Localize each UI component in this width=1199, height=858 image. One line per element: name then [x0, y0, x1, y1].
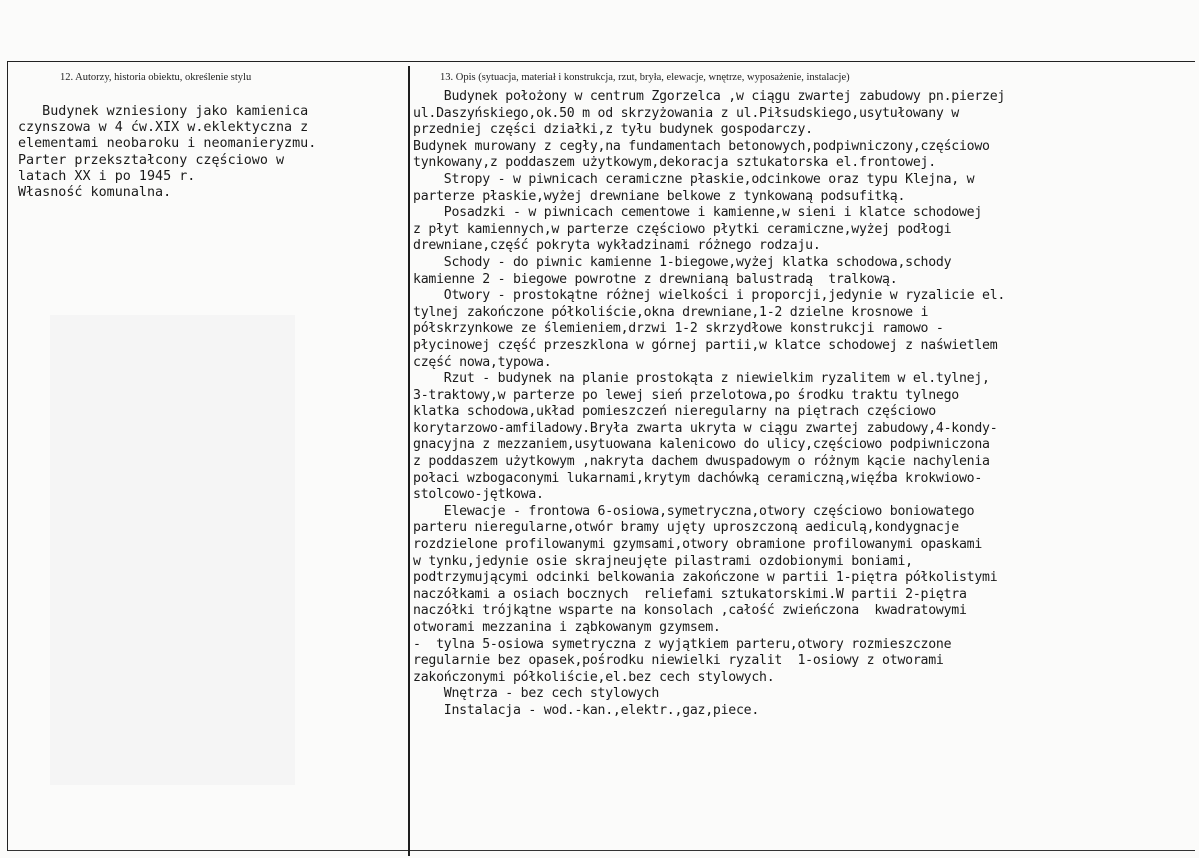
text-line: - tylna 5-osiowa symetryczna z wyjątkiem parteru,otwory rozmieszczone — [413, 636, 952, 652]
text-line: elementami neobaroku i neomanieryzmu. — [18, 136, 317, 152]
text-line: z płyt kamiennych,w parterze częściowo płytki ceramiczne,wyżej podłogi — [413, 221, 952, 237]
text-line: Posadzki - w piwnicach cementowe i kamienne,w sieni i klatce schodowej — [413, 205, 983, 221]
text-line: Parter przekształcony częściowo w — [18, 152, 285, 168]
text-line: Budynek wzniesiony jako kamienica — [18, 104, 309, 119]
text-line: podtrzymującymi odcinki belkowania zakończone w partii 1-piętra półkolistymi — [413, 570, 998, 586]
history-text — [18, 104, 316, 201]
text-line: połaci wzbogaconymi lukarnami,krytym dachówką ceramiczną,więźba krokwiowo- — [413, 470, 983, 486]
text-line: Otwory - prostokątne różnej wielkości i proporcji,jedynie w ryzalicie el. — [413, 288, 1006, 304]
text-line: z poddaszem użytkowym ,nakryta dachem dwuspadowym o różnym kącie nachylenia — [413, 454, 990, 470]
text-line: w tynku,jedynie osie skrajneujęte pilastrami ozdobionymi boniami, — [413, 553, 913, 569]
text-line: zakończonymi półkoliście,el.bez cech stylowych. — [413, 669, 775, 685]
text-line: tylnej zakończone półkoliście,okna drewniane,1-2 dzielne krosnowe i — [413, 304, 929, 320]
text-line: kamienne 2 - biegowe powrotne z drewnianą balustradą tralkową. — [413, 271, 898, 287]
column-divider — [408, 66, 410, 856]
text-line: ul.Daszyńskiego,ok.50 m od skrzyżowania z ul.Piłsudskiego,usytułowany w — [413, 105, 959, 121]
text-line: część nowa,typowa. — [413, 354, 552, 370]
text-line: naczółki trójkątne wsparte na konsolach ,całość zwieńczona kwadratowymi — [413, 603, 967, 619]
text-line: przedniej części działki,z tyłu budynek gospodarczy. — [413, 122, 813, 138]
text-line: Budynek położony w centrum Zgorzelca ,w ciągu zwartej zabudowy pn.pierzej — [413, 89, 1006, 104]
text-line: Stropy - w piwnicach ceramiczne płaskie,odcinkowe oraz typu Klejna, w — [413, 171, 975, 187]
text-line: czynszowa w 4 ćw.XIX w.eklektyczna z — [18, 120, 309, 136]
text-line: 3-traktowy,w parterze po lewej sień przelotowa,po środku traktu tylnego — [413, 387, 959, 403]
text-line: Instalacja - wod.-kan.,elektr.,gaz,piece. — [413, 702, 760, 718]
text-line: regularnie bez opasek,pośrodku niewielki ryzalit 1-osiowy z otworami — [413, 653, 944, 669]
description-text — [413, 89, 1005, 720]
text-line: Budynek murowany z cegły,na fundamentach betonowych,podpiwniczony,częściowo — [413, 138, 990, 154]
text-line: Schody - do piwnic kamienne 1-biegowe,wyżej klatka schodowa,schody — [413, 254, 952, 270]
text-line: Rzut - budynek na planie prostokąta z niewielkim ryzalitem w el.tylnej, — [413, 371, 990, 387]
text-line: drewniane,część pokryta wykładzinami różnego rodzaju. — [413, 238, 821, 254]
text-line: rozdzielone profilowanymi gzymsami,otwory obramione profilowanymi opaskami — [413, 537, 983, 553]
text-line: Własność komunalna. — [18, 185, 172, 201]
text-line: klatka schodowa,układ pomieszczeń nieregularny na piętrach częściowo — [413, 404, 936, 420]
text-line: stolcowo-jętkowa. — [413, 487, 544, 503]
text-line: Elewacje - frontowa 6-osiowa,symetryczna,otwory częściowo boniowatego — [413, 503, 975, 519]
paper-shading — [50, 315, 295, 785]
text-line: gnacyjna z mezzaniem,usytuowana kalenicowo do ulicy,częściowo podpiwniczona — [413, 437, 990, 453]
text-line: latach XX i po 1945 r. — [18, 168, 196, 184]
text-line: Wnętrza - bez cech stylowych — [413, 686, 660, 702]
section-13-header: 13. Opis (sytuacja, materiał i konstrukcja, rzut, bryła, elewacje, wnętrze, wyposażenie, instalacje) — [440, 72, 850, 83]
text-line: półskrzynkowe ze ślemieniem,drzwi 1-2 skrzydłowe konstrukcji ramowo - — [413, 321, 944, 337]
text-line: parterze płaskie,wyżej drewniane belkowe z tynkowaną podsufitką. — [413, 188, 906, 204]
section-12-header: 12. Autorzy, historia obiektu, określenie stylu — [60, 72, 252, 83]
text-line: płycinowej część przeszklona w górnej partii,w klatce schodowej z naświetlem — [413, 337, 998, 353]
text-line: naczółkami a osiach bocznych reliefami sztukatorskimi.W partii 2-piętra — [413, 586, 967, 602]
text-line: tynkowany,z poddaszem użytkowym,dekoracja sztukatorska el.frontowej. — [413, 155, 936, 171]
text-line: parteru nieregularne,otwór bramy ujęty uproszczoną aediculą,kondygnacje — [413, 520, 959, 536]
text-line: korytarzowo-amfiladowy.Bryła zwarta ukryta w ciągu zwartej zabudowy,4-kondy- — [413, 420, 998, 436]
text-line: otworami mezzanina i ząbkowanym gzymsem. — [413, 620, 721, 635]
